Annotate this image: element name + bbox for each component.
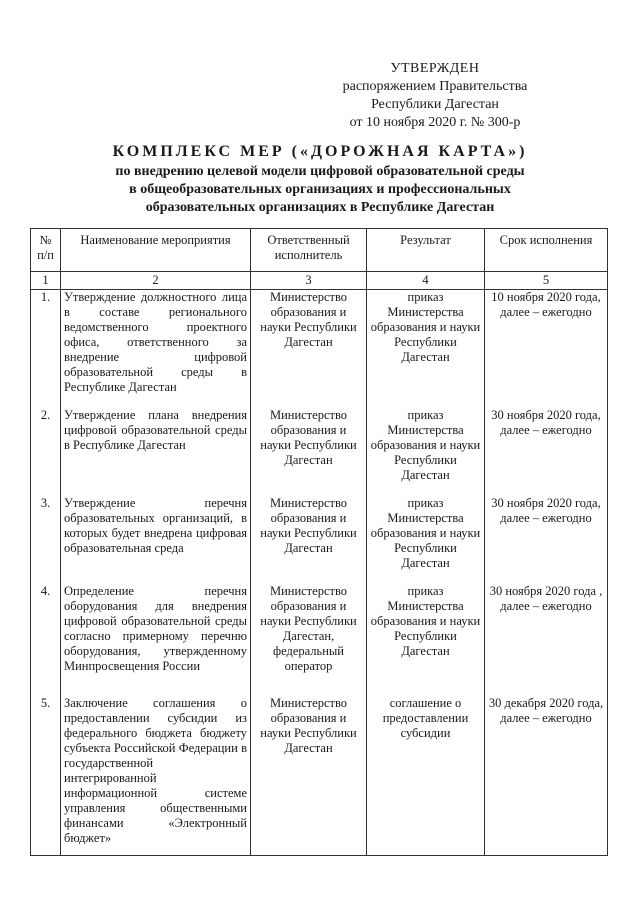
header-name: Наименование мероприятия (61, 229, 251, 272)
column-number-row (31, 272, 608, 290)
row-executor: Министерство образования и науки Республики Дагестан (251, 496, 367, 584)
row-deadline: 10 ноября 2020 года, далее – ежегодно (485, 290, 608, 408)
header-number: № п/п (31, 229, 61, 272)
column-number: 1 (31, 272, 61, 290)
row-deadline: 30 ноября 2020 года, далее – ежегодно (485, 408, 608, 496)
document-subtitle-1: по внедрению целевой модели цифровой образовательной среды (115, 164, 525, 179)
header-deadline: Срок исполнения (485, 229, 608, 272)
table-row (31, 584, 608, 696)
column-number: 4 (367, 272, 485, 290)
table-header-row (31, 229, 608, 272)
document-subtitle-3: образовательных организациях в Республике Дагестан (145, 200, 495, 215)
document-subtitle-2: в общеобразовательных организациях и профессиональных (129, 182, 511, 197)
column-number: 3 (251, 272, 367, 290)
row-executor: Министерство образования и науки Республики Дагестан, федеральный оператор (251, 584, 367, 696)
row-number: 2. (31, 408, 61, 496)
row-number: 1. (31, 290, 61, 408)
table-row (31, 408, 608, 496)
approval-line-3: от 10 ноября 2020 г. № 300-р (349, 115, 521, 130)
column-number: 5 (485, 272, 608, 290)
table-row (31, 696, 608, 856)
approval-stamp (320, 60, 550, 132)
measures-table (30, 228, 608, 856)
row-measure: Заключение соглашения о предоставлении субсидии из федерального бюджета бюджету субъекта Российской Федерации в государственной интегрированной информационной системе управления общественными финансами «Электронный бюджет» (61, 696, 251, 856)
row-number: 3. (31, 496, 61, 584)
row-executor: Министерство образования и науки Республики Дагестан (251, 408, 367, 496)
column-number: 2 (61, 272, 251, 290)
row-number: 5. (31, 696, 61, 856)
table-row (31, 290, 608, 408)
row-deadline: 30 ноября 2020 года, далее – ежегодно (485, 496, 608, 584)
approval-title: УТВЕРЖДЕН (390, 61, 480, 76)
approval-line-1: распоряжением Правительства (342, 79, 528, 94)
header-result: Результат (367, 229, 485, 272)
row-deadline: 30 декабря 2020 года, далее – ежегодно (485, 696, 608, 856)
row-measure: Утверждение плана внедрения цифровой образовательной среды в Республике Дагестан (61, 408, 251, 496)
row-number: 4. (31, 584, 61, 696)
row-result: приказ Министерства образования и науки Республики Дагестан (367, 584, 485, 696)
row-executor: Министерство образования и науки Республики Дагестан (251, 696, 367, 856)
row-deadline: 30 ноября 2020 года , далее – ежегодно (485, 584, 608, 696)
row-result: соглашение о предоставлении субсидии (367, 696, 485, 856)
document-heading (40, 143, 600, 217)
row-measure: Утверждение перечня образовательных организаций, в которых будет внедрена цифровая образовательная среда (61, 496, 251, 584)
row-result: приказ Министерства образования и науки Республики Дагестан (367, 496, 485, 584)
header-executor: Ответственный исполнитель (251, 229, 367, 272)
approval-line-2: Республики Дагестан (371, 97, 499, 112)
table-row (31, 496, 608, 584)
document-title: КОМПЛЕКС МЕР («ДОРОЖНАЯ КАРТА») (112, 143, 528, 160)
row-measure: Утверждение должностного лица в составе регионального ведомственного проектного офиса, ответственного за внедрение цифровой образовательной среды в Республике Дагестан (61, 290, 251, 408)
row-result: приказ Министерства образования и науки Республики Дагестан (367, 408, 485, 496)
row-result: приказ Министерства образования и науки Республики Дагестан (367, 290, 485, 408)
row-measure: Определение перечня оборудования для внедрения цифровой образовательной среды согласно примерному перечню оборудования, утвержденному Минпросвещения России (61, 584, 251, 696)
row-executor: Министерство образования и науки Республики Дагестан (251, 290, 367, 408)
